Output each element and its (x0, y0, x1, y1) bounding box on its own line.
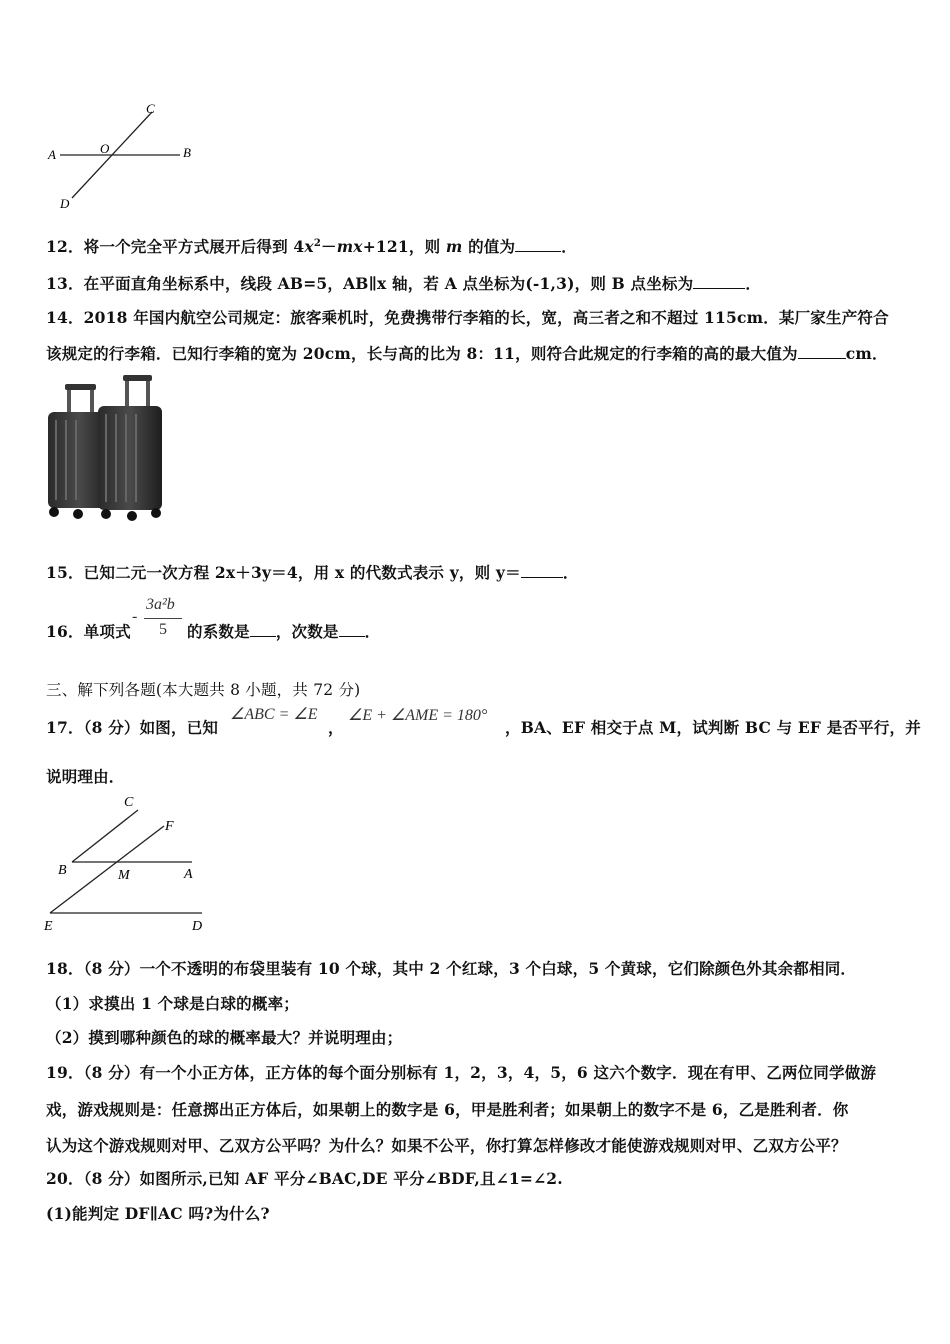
wheel (101, 509, 111, 519)
fraction-bar (144, 618, 182, 619)
label-f: F (165, 819, 174, 834)
answer-blank[interactable] (798, 344, 846, 359)
label-b: B (183, 145, 191, 160)
math-angle-equal: ∠ABC = ∠E (230, 706, 318, 723)
answer-blank[interactable] (339, 622, 365, 637)
section-title: 三、解下列各题(本大题共 8 小题，共 72 分) (46, 681, 361, 699)
question-14-line1: 14．2018 年国内航空公司规定：旅客乘机时，免费携带行李箱的长，宽，高三者之和不超过 115cm．某厂家生产符合 (46, 308, 889, 327)
question-16-prefix: 16．单项式 (46, 622, 131, 641)
question-18-line1: 18．（8 分）一个不透明的布袋里装有 10 个球，其中 2 个红球，3 个白球，5 个黄球，它们除颜色外其余都相同． (46, 959, 857, 978)
handle-grip (65, 384, 96, 390)
comma: ， (328, 718, 344, 737)
question-19-line2: 戏，游戏规则是：任意掷出正方体后，如果朝上的数字是 6，甲是胜利者；如果朝上的数字不是 6，乙是胜利者．你 (46, 1100, 849, 1119)
question-13: 13．在平面直角坐标系中，线段 AB=5，AB∥x 轴，若 A 点坐标为(-1,3)，则 B 点坐标为 ． (46, 274, 762, 293)
label-d: D (192, 919, 203, 934)
label-m: M (118, 868, 130, 883)
answer-blank[interactable] (521, 563, 563, 578)
question-20-line1: 20．（8 分）如图所示,已知 AF 平分∠BAC,DE 平分∠BDF,且∠1=∠2. (46, 1169, 563, 1188)
handle-pole (67, 387, 71, 412)
label-e: E (44, 919, 53, 934)
handle-pole (90, 387, 94, 412)
question-17-line2: 说明理由． (46, 767, 125, 786)
minus-sign: - (132, 608, 138, 625)
parallel-lines-figure (40, 790, 220, 938)
question-12: 12．将一个完全平方式展开后得到 $4x^2-mx+121$，则 m 的值为 ． (46, 237, 577, 256)
question-17-prefix: 17．（8 分）如图，已知 (46, 718, 219, 737)
label-c: C (124, 795, 134, 810)
monomial-fraction (132, 596, 192, 646)
question-16-rest: 的系数是 ，次数是 ． (187, 622, 381, 641)
math-angle-sum: ∠E + ∠AME = 180° (348, 707, 488, 724)
label-o: O (100, 141, 110, 156)
question-14-line2: 该规定的行李箱．已知行李箱的宽为 20cm，长与高的比为 8：11，则符合此规定的行李箱的高的最大值为 cm． (46, 344, 888, 363)
handle-pole (125, 379, 129, 406)
handle-grip (123, 375, 152, 381)
wheel (73, 509, 83, 519)
intersecting-lines-figure (40, 98, 210, 213)
question-19-line1: 19．（8 分）有一个小正方体，正方体的每个面分别标有 1，2，3，4，5，6 这六个数字．现在有甲、乙两位同学做游 (46, 1063, 877, 1082)
question-17-suffix: ，BA、EF 相交于点 M，试判断 BC 与 EF 是否平行，并 (505, 718, 921, 737)
answer-blank[interactable] (250, 622, 276, 637)
question-20-part1: (1)能判定 DF∥AC 吗?为什么? (46, 1204, 270, 1223)
label-a: A (48, 147, 56, 162)
fraction-denominator: 5 (159, 621, 167, 638)
wheel (49, 507, 59, 517)
answer-blank[interactable] (515, 237, 561, 252)
handle-pole (146, 379, 150, 406)
question-19-line3: 认为这个游戏规则对甲、乙双方公平吗？为什么？如果不公平，你打算怎样修改才能使游戏规则对甲、乙双方公平？ (46, 1136, 847, 1155)
line-ef (50, 826, 164, 913)
label-d: D (60, 196, 70, 211)
fraction-numerator: 3a²b (146, 596, 175, 613)
luggage-image (40, 372, 170, 522)
label-c: C (146, 101, 155, 116)
answer-blank[interactable] (693, 274, 745, 289)
wheel (127, 511, 137, 521)
label-a: A (184, 867, 193, 882)
question-18-part2: （2）摸到哪种颜色的球的概率最大？并说明理由； (46, 1028, 403, 1047)
question-18-part1: （1）求摸出 1 个球是白球的概率； (46, 994, 299, 1013)
question-15: 15．已知二元一次方程 2x＋3y＝4，用 x 的代数式表示 y，则 y＝ ． (46, 563, 579, 582)
label-b: B (58, 863, 67, 878)
wheel (151, 508, 161, 518)
suitcase-front (98, 406, 162, 510)
